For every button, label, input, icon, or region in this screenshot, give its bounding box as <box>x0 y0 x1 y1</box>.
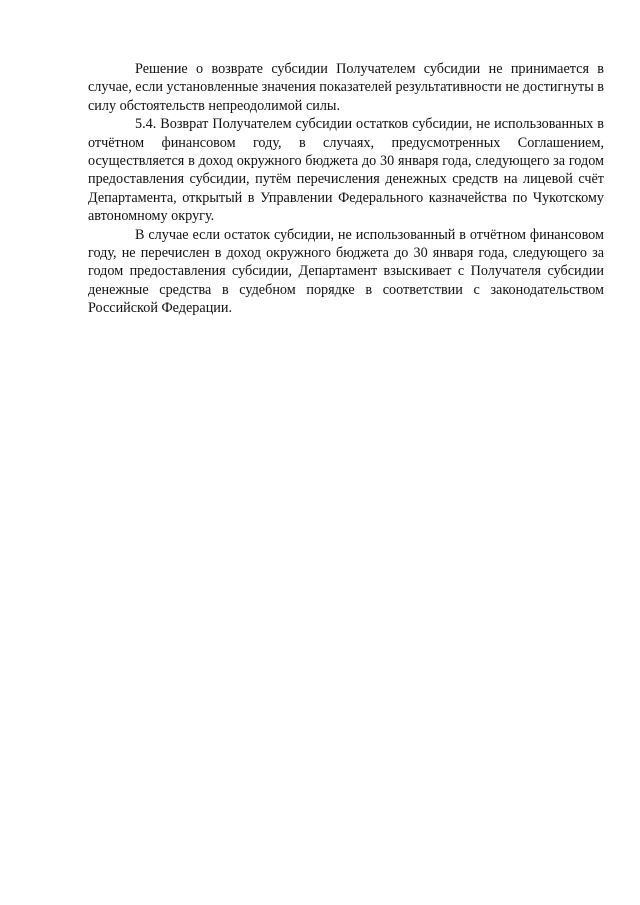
paragraph-refund-decision: Решение о возврате субсидии Получателем субсидии не принимается в случае, если установленные значения показателей результативности не достигнуты в силу обстоятельств непреодолимой силы. <box>88 61 604 114</box>
document-body <box>88 60 604 318</box>
paragraph-recovery: В случае если остаток субсидии, не использованный в отчётном финансовом году, не перечислен в доход окружного бюджета до 30 января года, следующего за годом предоставления субсидии, Департамент взыскивает с Получателя субсидии денежные средства в судебном порядке в соответствии с законодательством Российской Федерации. <box>88 226 604 317</box>
paragraph-5-4-refund: 5.4. Возврат Получателем субсидии остатков субсидии, не использованных в отчётном финансовом году, в случаях, предусмотренных Соглашением, осуществляется в доход окружного бюджета до 30 января года, следующего за годом предоставления субсидии, путём перечисления денежных средств на лицевой счёт Департамента, открытый в Управлении Федерального казначейства по Чукотскому автономному округу. <box>88 116 604 225</box>
